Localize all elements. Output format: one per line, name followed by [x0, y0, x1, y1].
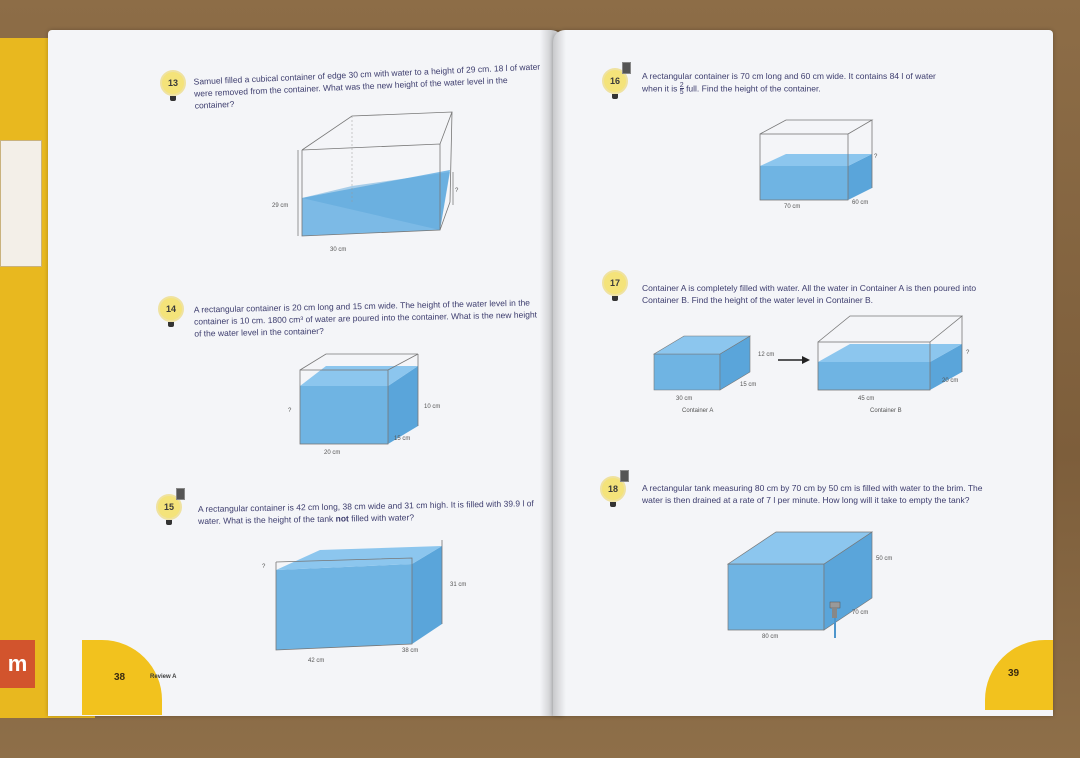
q15-height-label: 31 cm [450, 582, 467, 588]
question-14-bulb-icon: 14 [158, 296, 184, 322]
question-18-text: A rectangular tank measuring 80 cm by 70 cm by 50 cm is filled with water to the brim. The water is then drained at a rate of 7 l per minute. How long will it take to empty the tank? [642, 483, 983, 505]
question-15-tank-diagram [262, 540, 470, 664]
q16-width-label: 60 cm [852, 200, 869, 206]
question-17-bulb-icon: 17 [602, 270, 628, 296]
q17-a-width-label: 15 cm [740, 382, 757, 388]
q17-b-length-label: 45 cm [858, 396, 875, 402]
q18-width-label: 70 cm [852, 610, 869, 616]
book-gutter [540, 30, 566, 716]
q15-width-label: 38 cm [402, 648, 419, 654]
q16-unknown-label: ? [874, 154, 878, 160]
question-13-text: Samuel filled a cubical container of edge 30 cm with water to a height of 29 cm. 18 l of water were removed from the container. What was the new height of the water level in the container? [193, 61, 541, 111]
question-17-text: Container A is completely filled with water. All the water in Container A is then poured into Container B. Find the height of the water level in Container B. [642, 283, 977, 305]
q17-a-length-label: 30 cm [676, 396, 693, 402]
page-number-right: 39 [1008, 668, 1020, 679]
question-13-cube-diagram [272, 110, 490, 253]
q17-unknown-label: ? [966, 350, 970, 356]
calculator-icon [176, 488, 185, 500]
question-14-text: A rectangular container is 20 cm long and 15 cm wide. The height of the water level in the container is 10 cm. 1800 cm³ of water are poured into the container. What is the new height of the water level in the container? [193, 297, 538, 339]
q17-b-width-label: 20 cm [942, 378, 959, 384]
question-14-container-diagram [288, 360, 456, 460]
q13-height-label: 29 cm [272, 203, 289, 209]
q15-length-label: 42 cm [308, 658, 325, 664]
question-18-tank-diagram [722, 526, 922, 656]
q15-unknown-label: ? [262, 564, 266, 570]
footer-label: Review A [150, 674, 177, 680]
page-number-left: 38 [114, 672, 126, 683]
question-16-text: A rectangular container is 70 cm long and 60 cm wide. It contains 84 l of water when it is $\frac{2}{5}$ full. Find the height of the container. [642, 71, 936, 96]
q17-a-name: Container A [682, 408, 714, 414]
q14-width-label: 15 cm [394, 436, 411, 442]
calculator-icon-16 [622, 62, 631, 74]
q14-height-label: 10 cm [424, 404, 441, 410]
question-13-bulb-icon: 13 [160, 70, 186, 96]
question-18-bulb-icon: 18 [600, 476, 626, 502]
calculator-icon-18 [620, 470, 629, 482]
cover-illustration [0, 140, 42, 267]
q14-length-label: 20 cm [324, 450, 341, 456]
q13-edge-label: 30 cm [330, 247, 347, 253]
q16-length-label: 70 cm [784, 204, 801, 210]
question-15-bulb-icon: 15 [156, 494, 182, 520]
question-17-containers-diagram [650, 310, 1010, 420]
q17-a-height-label: 12 cm [758, 352, 775, 358]
question-16-bulb-icon: 16 [602, 68, 628, 94]
q18-height-label: 50 cm [876, 556, 893, 562]
question-15-text: A rectangular container is 42 cm long, 38 cm wide and 31 cm high. It is filled with 39.9 l of water. What is the height of the tank not filled with water? [197, 498, 534, 527]
cover-logo: m [0, 640, 35, 688]
question-16-container-diagram [756, 118, 896, 218]
q14-unknown-label: ? [288, 408, 292, 414]
q18-length-label: 80 cm [762, 634, 779, 640]
tap-icon [830, 602, 840, 608]
q17-b-name: Container B [870, 408, 902, 414]
q13-unknown-label: ? [455, 188, 459, 194]
